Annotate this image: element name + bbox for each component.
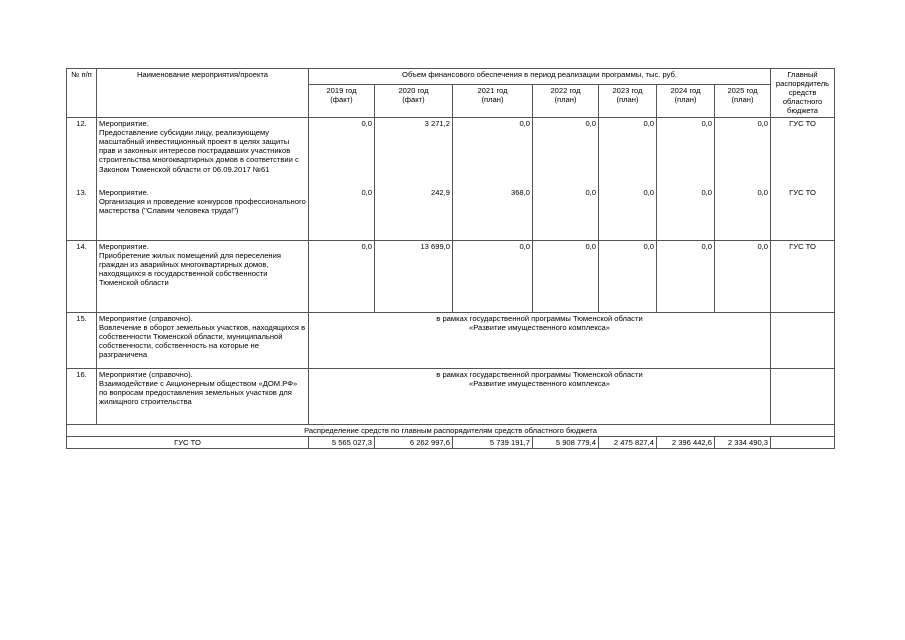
row-number: 15. <box>67 313 97 369</box>
table-row <box>67 187 835 241</box>
row-number: 12. <box>67 118 97 187</box>
row-value: 0,0 <box>309 118 375 187</box>
header-funding: Объем финансового обеспечения в период реализации программы, тыс. руб. <box>309 69 771 85</box>
row-value: 368,0 <box>453 187 533 241</box>
row-value: 13 699,0 <box>375 241 453 313</box>
row-description: Мероприятие (справочно). Вовлечение в оборот земельных участков, находящихся в собственности Тюменской области, муниципальной собственности, собственность на которые не разграничена <box>97 313 309 369</box>
row-manager: ГУС ТО <box>771 118 835 187</box>
row-value: 0,0 <box>715 187 771 241</box>
summary-value: 2 475 827,4 <box>599 437 657 449</box>
program-reference-note: в рамках государственной программы Тюменской области «Развитие имущественного комплекса» <box>309 313 771 369</box>
row-manager: ГУС ТО <box>771 187 835 241</box>
row-value: 0,0 <box>533 241 599 313</box>
header-year-2020: 2020 год (факт) <box>375 85 453 118</box>
row-value: 0,0 <box>657 187 715 241</box>
header-year-2021: 2021 год (план) <box>453 85 533 118</box>
row-value: 0,0 <box>533 187 599 241</box>
summary-value: 5 565 027,3 <box>309 437 375 449</box>
header-year-2022: 2022 год (план) <box>533 85 599 118</box>
row-value: 0,0 <box>309 187 375 241</box>
summary-value: 5 908 779,4 <box>533 437 599 449</box>
program-reference-note: в рамках государственной программы Тюменской области «Развитие имущественного комплекса» <box>309 369 771 425</box>
summary-manager-empty <box>771 437 835 449</box>
summary-label: ГУС ТО <box>67 437 309 449</box>
row-value: 0,0 <box>715 241 771 313</box>
summary-value: 2 396 442,6 <box>657 437 715 449</box>
header-name: Наименование мероприятия/проекта <box>97 69 309 118</box>
summary-row <box>67 437 835 449</box>
summary-value: 2 334 490,3 <box>715 437 771 449</box>
row-description: Мероприятие. Организация и проведение конкурсов профессионального мастерства ("Славим человека труда!") <box>97 187 309 241</box>
header-num: № п/п <box>67 69 97 118</box>
row-number: 14. <box>67 241 97 313</box>
row-value: 0,0 <box>453 118 533 187</box>
program-funding-table <box>66 68 835 449</box>
distribution-row <box>67 425 835 437</box>
row-value: 0,0 <box>715 118 771 187</box>
row-value: 0,0 <box>599 118 657 187</box>
header-year-2023: 2023 год (план) <box>599 85 657 118</box>
row-description: Мероприятие. Предоставление субсидии лицу, реализующему масштабный инвестиционный проект в целях защиты прав и законных интересов пострадавших участников строительства многоквартирных домов в соответствии с Законом Тюменской области от 06.09.2017 №61 <box>97 118 309 187</box>
row-value: 0,0 <box>309 241 375 313</box>
row-value: 0,0 <box>533 118 599 187</box>
header-year-2025: 2025 год (план) <box>715 85 771 118</box>
row-manager <box>771 313 835 369</box>
row-manager <box>771 369 835 425</box>
summary-value: 5 739 191,7 <box>453 437 533 449</box>
row-number: 13. <box>67 187 97 241</box>
header-year-2019: 2019 год (факт) <box>309 85 375 118</box>
row-value: 0,0 <box>453 241 533 313</box>
row-value: 0,0 <box>657 118 715 187</box>
table-row <box>67 313 835 369</box>
header-manager: Главный распорядитель средств областного бюджета <box>771 69 835 118</box>
table-row <box>67 369 835 425</box>
row-value: 0,0 <box>599 241 657 313</box>
table-row <box>67 241 835 313</box>
summary-value: 6 262 997,6 <box>375 437 453 449</box>
row-value: 3 271,2 <box>375 118 453 187</box>
distribution-title: Распределение средств по главным распорядителям средств областного бюджета <box>67 425 835 437</box>
row-value: 0,0 <box>599 187 657 241</box>
row-description: Мероприятие (справочно). Взаимодействие с Акционерным обществом «ДОМ.РФ» по вопросам предоставления земельных участков для жилищного строительства <box>97 369 309 425</box>
row-number: 16. <box>67 369 97 425</box>
table-row <box>67 118 835 187</box>
row-value: 0,0 <box>657 241 715 313</box>
row-value: 242,9 <box>375 187 453 241</box>
row-manager: ГУС ТО <box>771 241 835 313</box>
header-year-2024: 2024 год (план) <box>657 85 715 118</box>
row-description: Мероприятие. Приобретение жилых помещений для переселения граждан из аварийных многоквартирных домов, находящихся в государственной собственности Тюменской области <box>97 241 309 313</box>
